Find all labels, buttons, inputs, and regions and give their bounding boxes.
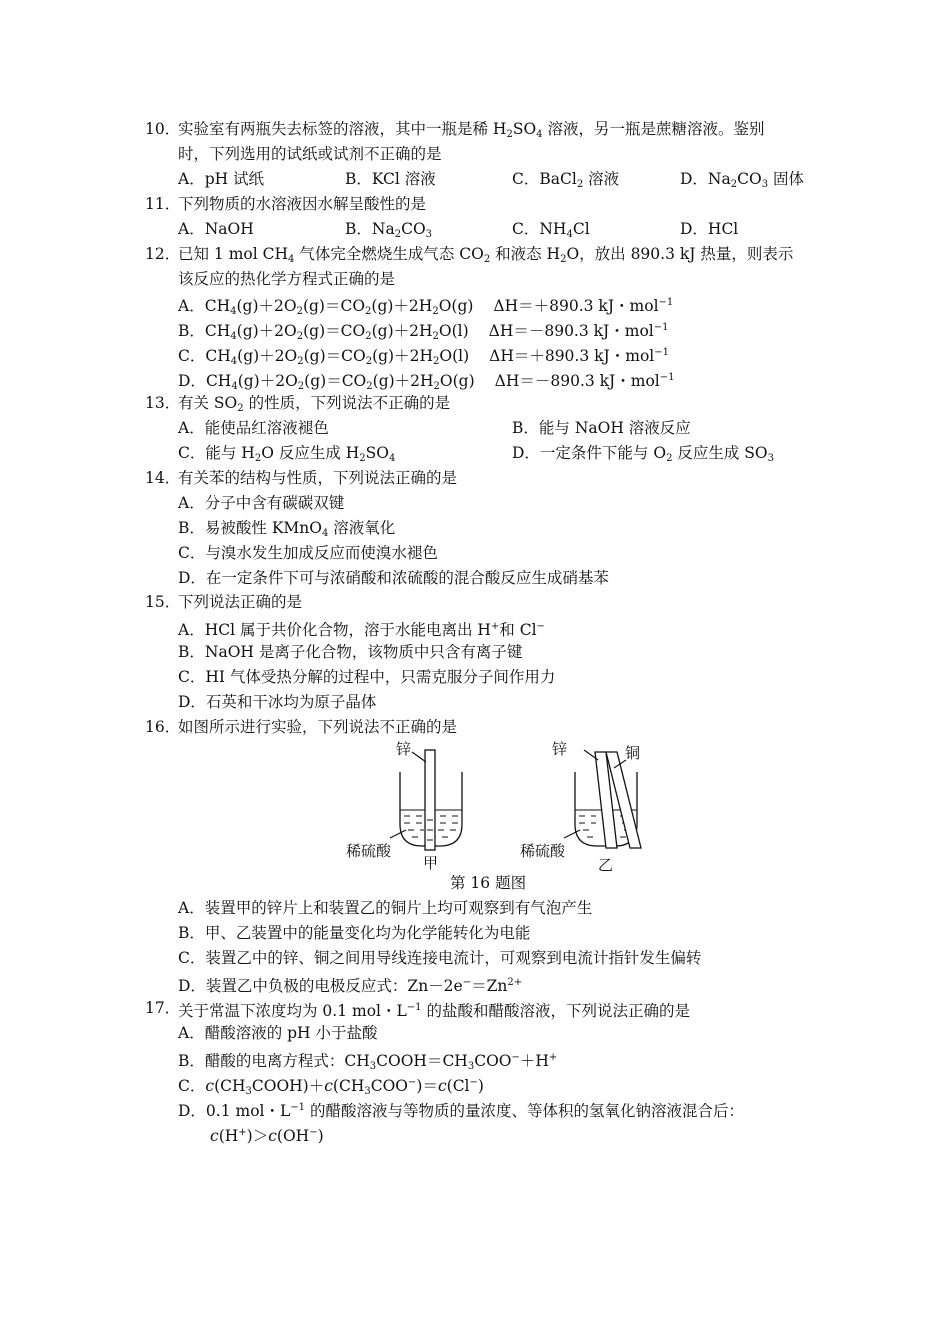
q10-number: 10． bbox=[145, 120, 181, 138]
q11-stem: 下列物质的水溶液因水解呈酸性的是 bbox=[178, 195, 427, 213]
q17-option-b: B．醋酸的电离方程式：$CH_3COOH=CH_3COO^-+H^+$ bbox=[178, 1052, 558, 1072]
q13-option-c: C．能与 $H_2O$ 反应生成 $H_2SO_4$ bbox=[178, 444, 396, 464]
acid-label-leader-jia bbox=[390, 830, 406, 838]
q10-option-b: B．KCl 溶液 bbox=[345, 170, 436, 188]
fig-zinc-label-left: 锌 bbox=[396, 740, 412, 758]
q15-option-b: B．NaOH 是离子化合物，该物质中只含有离子键 bbox=[178, 643, 523, 661]
q11-option-b: B．$Na_2CO_3$ bbox=[345, 220, 433, 240]
q13-number: 13． bbox=[145, 394, 181, 412]
fig-acid-label-right: 稀硫酸 bbox=[520, 842, 566, 860]
q15-number: 15． bbox=[145, 593, 181, 611]
q11-option-a: A．NaOH bbox=[178, 220, 254, 238]
fig-yi-label: 乙 bbox=[598, 856, 614, 874]
q12-option-a: A．$CH_4(g)+2O_2(g)=CO_2(g)+2H_2O(g)$ ΔH＝＋890.3 kJ・mol$^{-1}$ bbox=[178, 297, 674, 317]
q10-stem-line2: 时，下列选用的试纸或试剂不正确的是 bbox=[178, 145, 442, 163]
q11-option-d: D．HCl bbox=[680, 220, 739, 238]
q12-stem-line2: 该反应的热化学方程式正确的是 bbox=[178, 270, 396, 288]
q10-option-d: D．$Na_2CO_3$ 固体 bbox=[680, 170, 804, 190]
q10-stem-line1: 实验室有两瓶失去标签的溶液，其中一瓶是稀 $H_2SO_4$ 溶液，另一瓶是蔗糖溶液。鉴别 bbox=[178, 120, 765, 140]
q12-stem-line1: 已知 1 mol $CH_4$ 气体完全燃烧生成气态 $CO_2$ 和液态 $H_2O$，放出 890.3 kJ 热量，则表示 bbox=[178, 245, 794, 265]
zinc-strip-jia bbox=[425, 750, 435, 850]
q10-option-a: A．pH 试纸 bbox=[178, 170, 265, 188]
q17-stem: 关于常温下浓度均为 0.1 mol・$L^{-1}$ 的盐酸和醋酸溶液，下列说法正确的是 bbox=[178, 1002, 690, 1020]
q17-number: 17． bbox=[145, 999, 181, 1017]
q12-option-b: B．$CH_4(g)+2O_2(g)=CO_2(g)+2H_2O(l)$ ΔH＝－890.3 kJ・mol$^{-1}$ bbox=[178, 322, 669, 342]
q16-option-c: C．装置乙中的锌、铜之间用导线连接电流计，可观察到电流计指针发生偏转 bbox=[178, 949, 702, 967]
fig-copper-label: 铜 bbox=[625, 744, 641, 762]
fig-jia-label: 甲 bbox=[423, 854, 439, 872]
fig-acid-label-left: 稀硫酸 bbox=[346, 842, 392, 860]
q13-option-b: B．能与 NaOH 溶液反应 bbox=[512, 419, 691, 437]
q14-option-b: B．易被酸性 KMnO$_4$ 溶液氧化 bbox=[178, 519, 396, 539]
q14-number: 14． bbox=[145, 469, 181, 487]
q17-option-a: A．醋酸溶液的 pH 小于盐酸 bbox=[178, 1024, 378, 1042]
q15-option-a: A．HCl 属于共价化合物，溶于水能电离出 H+和 Cl− bbox=[178, 621, 545, 639]
q13-option-d: D．一定条件下能与 $O_2$ 反应生成 $SO_3$ bbox=[512, 444, 774, 464]
q15-option-c: C．HI 气体受热分解的过程中，只需克服分子间作用力 bbox=[178, 668, 556, 686]
q15-option-d: D．石英和干冰均为原子晶体 bbox=[178, 693, 377, 711]
q13-stem: 有关 $SO_2$ 的性质，下列说法不正确的是 bbox=[178, 394, 451, 414]
q10-option-c: C．BaCl$_2$ 溶液 bbox=[512, 170, 620, 190]
q11-option-c: C．$NH_4Cl$ bbox=[512, 220, 590, 240]
q16-figure-caption: 第 16 题图 bbox=[450, 874, 527, 892]
q14-option-d: D．在一定条件下可与浓硝酸和浓硫酸的混合酸反应生成硝基苯 bbox=[178, 569, 609, 587]
q11-number: 11． bbox=[145, 195, 181, 213]
q16-option-d: D．装置乙中负极的电极反应式：$Zn-2e^-=Zn^{2+}$ bbox=[178, 977, 523, 995]
q13-option-a: A．能使品红溶液褪色 bbox=[178, 419, 329, 437]
q17-option-c: C．$c(CH_3COOH)+c(CH_3COO^-)=c(Cl^-)$ bbox=[178, 1077, 484, 1097]
q17-option-d-line2: c(H+)＞c(OH−) bbox=[210, 1127, 324, 1145]
q16-option-a: A．装置甲的锌片上和装置乙的铜片上均可观察到有气泡产生 bbox=[178, 899, 593, 917]
q14-option-c: C．与溴水发生加成反应而使溴水褪色 bbox=[178, 544, 438, 562]
q14-stem: 有关苯的结构与性质，下列说法正确的是 bbox=[178, 469, 458, 487]
q12-option-d: D．$CH_4(g)+2O_2(g)=CO_2(g)+2H_2O(g)$ ΔH＝－890.3 kJ・mol$^{-1}$ bbox=[178, 372, 675, 392]
q16-option-b: B．甲、乙装置中的能量变化均为化学能转化为电能 bbox=[178, 924, 531, 942]
q12-number: 12． bbox=[145, 245, 181, 263]
fig-zinc-label-right: 锌 bbox=[552, 740, 568, 758]
q16-stem: 如图所示进行实验，下列说法不正确的是 bbox=[178, 718, 458, 736]
q17-option-d-line1: D．0.1 mol・$L^{-1}$ 的醋酸溶液与等物质的量浓度、等体积的氢氧化钠溶液混合后： bbox=[178, 1102, 744, 1120]
zinc-label-leader-jia bbox=[412, 752, 426, 762]
q16-number: 16． bbox=[145, 718, 181, 736]
q14-option-a: A．分子中含有碳碳双键 bbox=[178, 494, 345, 512]
q15-stem: 下列说法正确的是 bbox=[178, 593, 303, 611]
q12-option-c: C．$CH_4(g)+2O_2(g)=CO_2(g)+2H_2O(l)$ ΔH＝＋890.3 kJ・mol$^{-1}$ bbox=[178, 347, 669, 367]
